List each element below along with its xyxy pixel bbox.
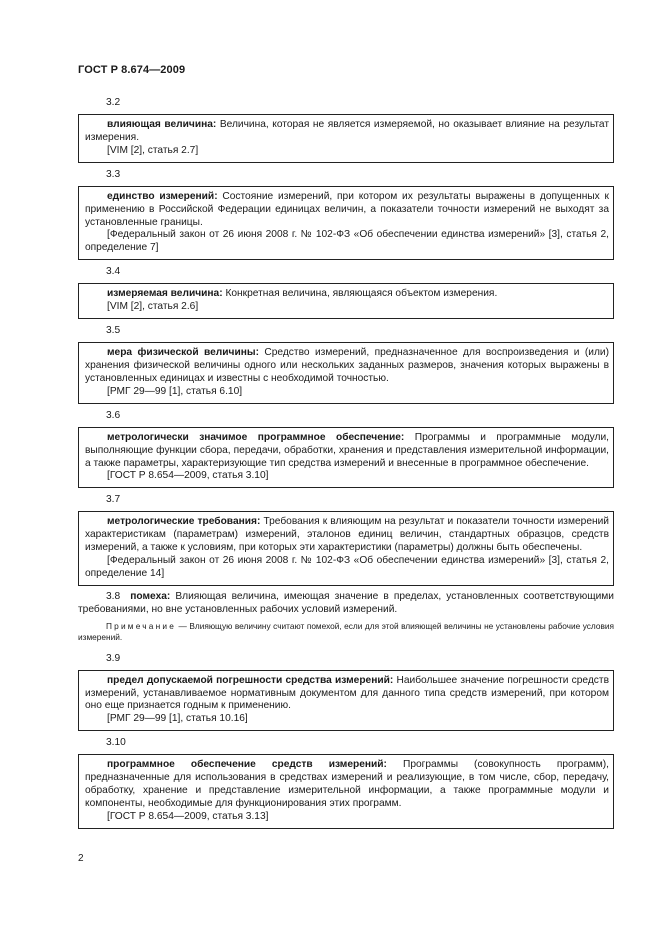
entry-number: 3.9: [106, 652, 121, 664]
definition: Наибольшее значение погрешности средств измерений, устанавливаемое нормативным документом для данного типа средств измерений, при котором оно еще признается годным к применению.: [85, 674, 609, 712]
definition-box: [78, 114, 614, 163]
term: метрологические требования:: [107, 516, 261, 528]
definition-text: [85, 347, 609, 386]
entry-number: 3.7: [106, 494, 121, 506]
reference: [VIM [2], статья 2.6]: [107, 301, 199, 313]
definition: Величина, которая не является измеряемой, но оказывает влияние на результат измерения.: [85, 119, 610, 143]
definition-text: [85, 432, 609, 471]
note-label: Примечание: [106, 620, 177, 631]
definition: Состояние измерений, при котором их результаты выражены в допущенных к применению в Российской Федерации единицах величин, а показатели точности измерений не выходят за установленные границы.: [85, 190, 609, 228]
reference: [РМГ 29—99 [1], статья 10.16]: [107, 713, 248, 725]
definition-box: [78, 186, 614, 261]
term: влияющая величина:: [107, 119, 217, 130]
reference: [ГОСТ Р 8.654—2009, статья 3.13]: [107, 810, 269, 822]
note: [78, 621, 614, 644]
definition-text: [85, 516, 609, 555]
term: предел допускаемой погрешности средства измерений:: [107, 674, 394, 686]
definition-box: [78, 283, 614, 319]
entry-number: 3.6: [106, 409, 121, 421]
page-number: 2: [78, 853, 84, 864]
reference: [Федеральный закон от 26 июня 2008 г. № 102-ФЗ «Об обеспечении единства измерений» [3], статья 2, определение 14]: [85, 555, 609, 579]
term: метрологически значимое программное обеспечение:: [107, 431, 405, 443]
definition-text: [85, 191, 609, 230]
definition: Конкретная величина, являющаяся объектом измерения.: [222, 288, 498, 300]
document-header: ГОСТ Р 8.674—2009: [78, 64, 186, 76]
entry-number: 3.10: [106, 737, 126, 749]
definition: Программы и программные модули, выполняющие функции сбора, передачи, обработки, хранения и представления измерительной информации, а также параметры, характеризующие тип средства измерений и внесенные в программное обеспечение.: [85, 431, 609, 469]
definition-text: [85, 119, 609, 145]
definition: Средство измерений, предназначенное для воспроизведения и (или) хранения физической величины одного или нескольких заданных размеров, значения которых выражены в установленных единицах и известны с необходимой точностью.: [85, 347, 609, 384]
definition-text: [78, 591, 614, 617]
entry-number: 3.4: [106, 266, 121, 278]
term: мера физической величины:: [107, 347, 259, 359]
definition: Программы (совокупность программ), предназначенные для использования в средствах измерений и реализующие, в том числе, сбор, передачу, обработку, хранение и представление измерительной информации, а также программные модули и компоненты, необходимые для функционирования этих программ.: [85, 759, 609, 809]
definition-box: [78, 754, 614, 829]
definition-box: [78, 427, 614, 489]
entry-number: 3.2: [106, 97, 121, 108]
definition-box: [78, 511, 614, 586]
document-body: [78, 96, 614, 834]
entry-number: 3.5: [106, 325, 121, 337]
definition-text: [85, 288, 609, 301]
entry-number: 3.3: [106, 168, 121, 180]
term: измеряемая величина:: [107, 288, 223, 300]
definition-text: [85, 675, 609, 714]
reference: [Федеральный закон от 26 июня 2008 г. № 102-ФЗ «Об обеспечении единства измерений» [3], статья 2, определение 7]: [85, 229, 609, 254]
definition: Влияющая величина, имеющая значение в пределах, установленных соответствующими требованиями, но вне установленных рабочих условий измерений.: [78, 590, 614, 615]
definition: Требования к влияющим на результат и показатели точности измерений характеристикам (параметрам) измерений, эталонов единиц величин, стандартных образцов, средств измерений, а также к условиям, при которых эти характеристики (параметры) должны быть обеспечены.: [85, 516, 609, 554]
definition-text: [85, 759, 609, 811]
reference: [VIM [2], статья 2.7]: [107, 144, 199, 156]
term: помеха:: [130, 590, 171, 602]
term: программное обеспечение средств измерений:: [107, 759, 387, 771]
reference: [РМГ 29—99 [1], статья 6.10]: [107, 385, 243, 397]
term: единство измерений:: [107, 190, 218, 202]
definition-box: [78, 670, 614, 732]
entry-number: 3.8: [106, 590, 121, 602]
reference: [ГОСТ Р 8.654—2009, статья 3.10]: [107, 470, 269, 482]
note-text: — Влияющую величину считают помехой, если для этой влияющей величины не установлены рабочие условия измерений.: [78, 620, 614, 643]
definition-box: [78, 342, 614, 404]
